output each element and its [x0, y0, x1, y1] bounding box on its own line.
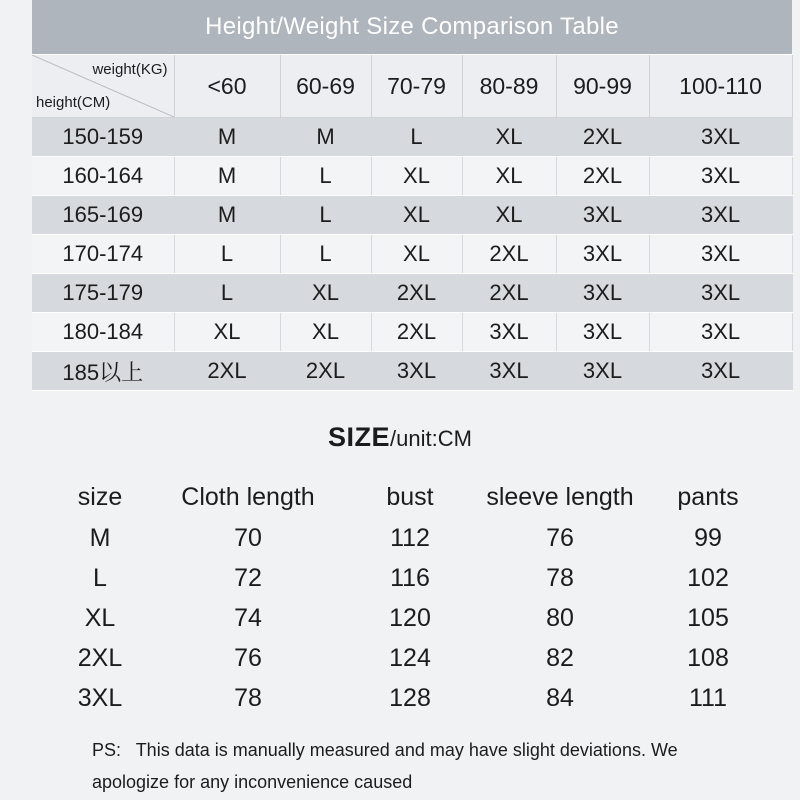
size-cell: L — [174, 235, 280, 274]
measurement-table — [40, 476, 780, 718]
size-cell: XL — [371, 235, 462, 274]
col-cloth-length: Cloth length — [181, 482, 315, 511]
size-cell: 2XL — [371, 274, 462, 313]
measurement-cell: 120 — [389, 603, 431, 632]
size-cell: 3XL — [556, 235, 649, 274]
measurement-row — [40, 598, 780, 638]
size-cell: 3XL — [649, 274, 792, 313]
table-title: Height/Weight Size Comparison Table — [32, 0, 792, 55]
size-cell: 3XL — [649, 313, 792, 352]
measurement-cell: 112 — [390, 523, 430, 552]
size-cell: M — [174, 118, 280, 157]
height-range-cell: 170-174 — [32, 235, 174, 274]
table-row — [32, 196, 792, 235]
col-size: size — [77, 482, 123, 511]
size-table-body — [32, 118, 792, 391]
measurement-cell: 124 — [389, 643, 431, 672]
size-cell: 2XL — [462, 235, 556, 274]
size-cell: 2XL — [280, 352, 371, 391]
measurement-cell: 70 — [234, 523, 262, 552]
size-cell: XL — [462, 157, 556, 196]
size-cell: L — [174, 274, 280, 313]
measurement-cell: 84 — [546, 683, 574, 712]
size-cell: M — [280, 118, 371, 157]
corner-header-cell — [32, 55, 174, 118]
table-row — [32, 352, 792, 391]
size-cell: 3XL — [371, 352, 462, 391]
table-row — [32, 118, 792, 157]
weight-col-6: 100-110 — [649, 55, 792, 118]
size-cell: 3XL — [462, 352, 556, 391]
size-cell: 2XL — [462, 274, 556, 313]
weight-header-row — [32, 55, 792, 118]
height-range-cell: 150-159 — [32, 118, 174, 157]
height-range-cell: 185以上 — [32, 352, 174, 391]
size-cell: L — [280, 196, 371, 235]
size-cell: XL — [174, 313, 280, 352]
size-cell: L — [371, 118, 462, 157]
size-label-cell: 3XL — [77, 683, 123, 712]
size-label-cell: L — [93, 563, 107, 592]
measurement-cell: 108 — [687, 643, 729, 672]
size-label-cell: 2XL — [77, 643, 123, 672]
weight-col-4: 80-89 — [462, 55, 556, 118]
table-row — [32, 274, 792, 313]
height-range-cell: 160-164 — [32, 157, 174, 196]
measurement-cell: 128 — [389, 683, 431, 712]
size-label-cell: M — [89, 523, 111, 552]
size-cell: XL — [462, 118, 556, 157]
measurement-header-row — [40, 476, 780, 518]
size-cell: 3XL — [462, 313, 556, 352]
measurement-cell: 111 — [688, 683, 727, 712]
weight-col-1: <60 — [174, 55, 280, 118]
size-cell: XL — [462, 196, 556, 235]
size-heading-unit: unit:CM — [396, 426, 472, 451]
measurement-cell: 80 — [546, 603, 574, 632]
measurement-cell: 76 — [546, 523, 574, 552]
size-cell: XL — [371, 196, 462, 235]
measurement-cell: 72 — [234, 563, 262, 592]
col-bust: bust — [386, 482, 434, 511]
size-comparison-table — [32, 0, 793, 391]
size-cell: 3XL — [556, 274, 649, 313]
height-axis-label: height(CM) — [36, 94, 111, 111]
weight-col-2: 60-69 — [280, 55, 371, 118]
table-row — [32, 157, 792, 196]
weight-col-5: 90-99 — [556, 55, 649, 118]
height-range-cell: 165-169 — [32, 196, 174, 235]
size-cell: M — [174, 196, 280, 235]
weight-axis-label: weight(KG) — [92, 61, 168, 78]
table-row — [32, 313, 792, 352]
size-cell: L — [280, 157, 371, 196]
measurement-cell: 82 — [546, 643, 574, 672]
size-cell: 3XL — [649, 235, 792, 274]
size-cell: 2XL — [556, 118, 649, 157]
size-cell: 3XL — [649, 352, 792, 391]
table-row — [32, 235, 792, 274]
size-cell: 2XL — [556, 157, 649, 196]
size-label-cell: XL — [84, 603, 116, 632]
measurement-cell: 116 — [390, 563, 430, 592]
size-heading — [0, 422, 800, 453]
weight-col-3: 70-79 — [371, 55, 462, 118]
col-pants: pants — [677, 482, 739, 511]
measurement-row — [40, 678, 780, 718]
size-heading-separator: / — [390, 426, 397, 451]
height-range-cell: 180-184 — [32, 313, 174, 352]
size-cell: 3XL — [556, 313, 649, 352]
measurement-cell: 78 — [234, 683, 262, 712]
measurement-cell: 74 — [234, 603, 262, 632]
size-cell: 3XL — [556, 196, 649, 235]
size-cell: XL — [371, 157, 462, 196]
size-cell: XL — [280, 274, 371, 313]
measurement-cell: 105 — [687, 603, 729, 632]
measurement-cell: 99 — [694, 523, 722, 552]
height-range-cell: 175-179 — [32, 274, 174, 313]
measurement-row — [40, 558, 780, 598]
size-heading-title: SIZE — [328, 422, 391, 452]
disclaimer-note: PS: This data is manually measured and may have slight deviations. We apologize for any inconvenience caused — [92, 740, 678, 792]
size-cell: 3XL — [649, 196, 792, 235]
size-cell: 2XL — [174, 352, 280, 391]
measurement-row — [40, 518, 780, 558]
size-cell: L — [280, 235, 371, 274]
measurement-row — [40, 638, 780, 678]
size-cell: M — [174, 157, 280, 196]
size-cell: 2XL — [371, 313, 462, 352]
measurement-cell: 76 — [234, 643, 262, 672]
size-cell: 3XL — [556, 352, 649, 391]
measurement-table-body — [40, 518, 780, 718]
col-sleeve-length: sleeve length — [486, 482, 634, 511]
measurement-cell: 102 — [687, 563, 729, 592]
size-cell: 3XL — [649, 157, 792, 196]
size-cell: 3XL — [649, 118, 792, 157]
size-cell: XL — [280, 313, 371, 352]
measurement-cell: 78 — [546, 563, 574, 592]
